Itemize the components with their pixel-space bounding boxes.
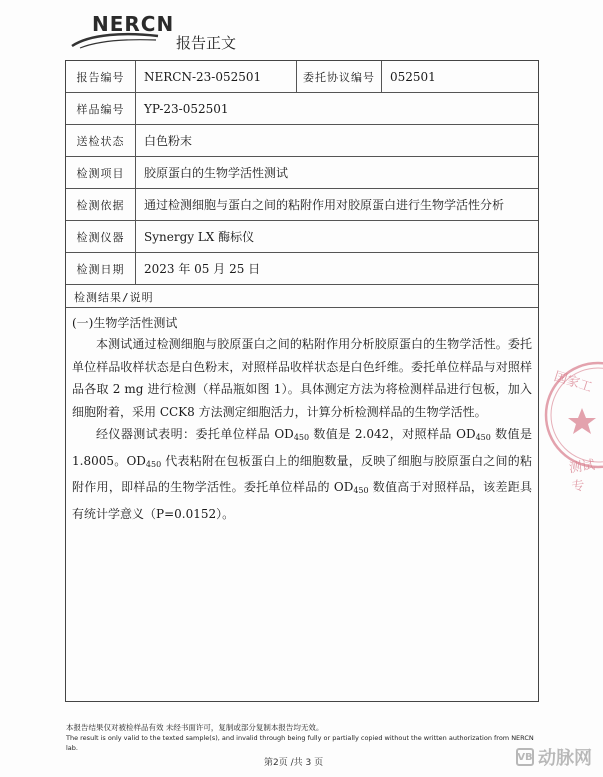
report-title: 报告正文 bbox=[176, 34, 237, 52]
date-value: 2023 年 05 月 25 日 bbox=[144, 262, 261, 276]
watermark-logo-icon: VB bbox=[516, 748, 534, 766]
basis-label: 检测依据 bbox=[66, 189, 136, 220]
report-no-value: NERCN-23-052501 bbox=[144, 69, 262, 84]
sample-no-value: YP-23-052501 bbox=[144, 101, 229, 116]
report-no-label: 报告编号 bbox=[66, 61, 136, 92]
disclaimer-en: The result is only valid to the texted sample(s), and invalid through being fully or partially copied without the written authorization from NERCN lab. bbox=[66, 734, 534, 752]
section-title: (一)生物学活性测试 bbox=[72, 316, 178, 330]
row-basis bbox=[66, 189, 538, 221]
report-table bbox=[65, 60, 539, 702]
results-paragraph-2: 经仪器测试表明：委托单位样品 $OD_{450}$ 数值是 2.042，对照样品 $OD_{450}$ 数值是 1.8005。$OD_{450}$ 代表粘附在包板蛋白上的细胞数量，反映了细胞与胶原蛋白之间的粘附作用，即样品的生物学活性。委托单位样品的 $OD_{450}$ 数值高于对照样品，该差距具有统计学意义（P=0.0152）。 bbox=[72, 427, 532, 521]
state-value: 白色粉末 bbox=[144, 134, 193, 148]
state-label: 送检状态 bbox=[66, 125, 136, 156]
watermark-text: 动脉网 bbox=[538, 748, 592, 769]
disclaimer-zh: 本报告结果仅对被检样品有效 未经书面许可，复制或部分复制本报告均无效。 bbox=[66, 723, 324, 732]
row-report-no bbox=[66, 61, 538, 93]
agreement-no-label: 委托协议编号 bbox=[296, 61, 382, 92]
instrument-value: Synergy LX 酶标仪 bbox=[144, 230, 255, 244]
seal-text-bottom: 测试专 bbox=[568, 457, 596, 496]
item-value: 胶原蛋白的生物学活性测试 bbox=[144, 166, 289, 180]
instrument-label: 检测仪器 bbox=[66, 221, 136, 252]
results-divider bbox=[66, 307, 538, 308]
row-item bbox=[66, 157, 538, 189]
nercn-logo: NERCN bbox=[92, 12, 175, 36]
page-indicator: 第2页 /共 3 页 bbox=[264, 758, 324, 768]
basis-value: 通过检测细胞与蛋白之间的粘附作用对胶原蛋白进行生物学活性分析 bbox=[144, 198, 505, 212]
results-paragraph-1: 本测试通过检测细胞与胶原蛋白之间的粘附作用分析胶原蛋白的生物学活性。委托单位样品收样状态是白色粉末，对照样品收样状态是白色纤维。委托单位样品与对照样品各取 2 mg 进行检测（样品瓶如图 1）。具体测定方法为将检测样品进行包板，加入细胞附着，采用 CCK8 方法测定细胞活力，计算分析检测样品的生物学活性。 bbox=[72, 337, 532, 419]
date-label: 检测日期 bbox=[66, 253, 136, 284]
row-date bbox=[66, 253, 538, 285]
seal-text-top: 国家工 bbox=[552, 369, 594, 396]
row-instrument bbox=[66, 221, 538, 253]
sample-no-label: 样品编号 bbox=[66, 93, 136, 124]
results-label: 检测结果/说明 bbox=[74, 291, 154, 304]
watermark bbox=[516, 744, 592, 770]
item-label: 检测项目 bbox=[66, 157, 136, 188]
agreement-no-value: 052501 bbox=[390, 69, 436, 84]
row-sample-no bbox=[66, 93, 538, 125]
footer-disclaimer bbox=[66, 722, 546, 753]
row-state bbox=[66, 125, 538, 157]
